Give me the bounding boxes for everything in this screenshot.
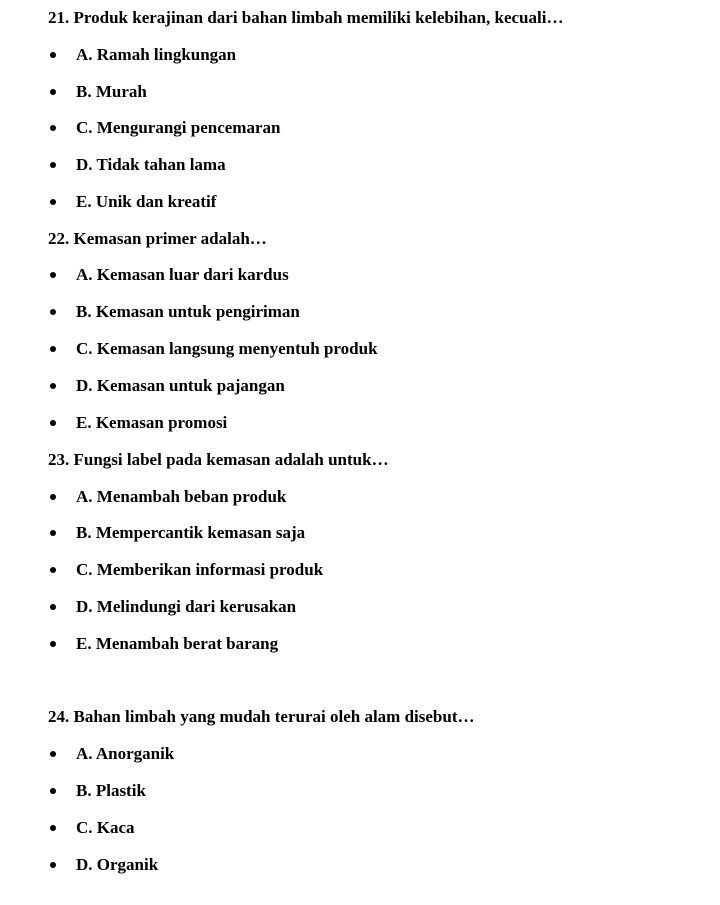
option-text: C. Mengurangi pencemaran	[76, 118, 281, 137]
bullet-icon	[50, 420, 56, 426]
bullet-icon	[50, 89, 56, 95]
bullet-icon	[50, 604, 56, 610]
bullet-icon	[50, 494, 56, 500]
option-text: E. Kemasan promosi	[76, 413, 228, 432]
option-text: B. Mempercantik kemasan saja	[76, 523, 306, 542]
bullet-icon	[50, 346, 56, 352]
question-21-text: 21. Produk kerajinan dari bahan limbah memiliki kelebihan, kecuali…	[48, 8, 564, 27]
option-text: A. Ramah lingkungan	[76, 45, 237, 64]
option-text: E. Menambah berat barang	[76, 634, 279, 653]
bullet-icon	[50, 825, 56, 831]
bullet-icon	[50, 788, 56, 794]
option-text: D. Melindungi dari kerusakan	[76, 597, 297, 616]
bullet-icon	[50, 641, 56, 647]
option-text: C. Kemasan langsung menyentuh produk	[76, 339, 378, 358]
option-text: B. Plastik	[76, 781, 146, 800]
option-text: B. Kemasan untuk pengiriman	[76, 302, 300, 321]
option-text: E. Unik dan kreatif	[76, 192, 217, 211]
question-23-text: 23. Fungsi label pada kemasan adalah untuk…	[48, 450, 389, 469]
question-22-text: 22. Kemasan primer adalah…	[48, 229, 267, 248]
option-text: A. Kemasan luar dari kardus	[76, 265, 289, 284]
option-text: A. Menambah beban produk	[76, 487, 287, 506]
option-text: A. Anorganik	[76, 744, 175, 763]
bullet-icon	[50, 383, 56, 389]
bullet-icon	[50, 751, 56, 757]
bullet-icon	[50, 52, 56, 58]
option-text: C. Kaca	[76, 818, 135, 837]
bullet-icon	[50, 199, 56, 205]
bullet-icon	[50, 567, 56, 573]
bullet-icon	[50, 530, 56, 536]
option-text: B. Murah	[76, 82, 147, 101]
bullet-icon	[50, 272, 56, 278]
bullet-icon	[50, 162, 56, 168]
bullet-icon	[50, 125, 56, 131]
question-24-text: 24. Bahan limbah yang mudah terurai oleh alam disebut…	[48, 707, 475, 726]
bullet-icon	[50, 862, 56, 868]
option-text: D. Organik	[76, 855, 159, 874]
bullet-icon	[50, 309, 56, 315]
option-text: C. Memberikan informasi produk	[76, 560, 324, 579]
option-text: D. Kemasan untuk pajangan	[76, 376, 285, 395]
option-text: D. Tidak tahan lama	[76, 155, 226, 174]
